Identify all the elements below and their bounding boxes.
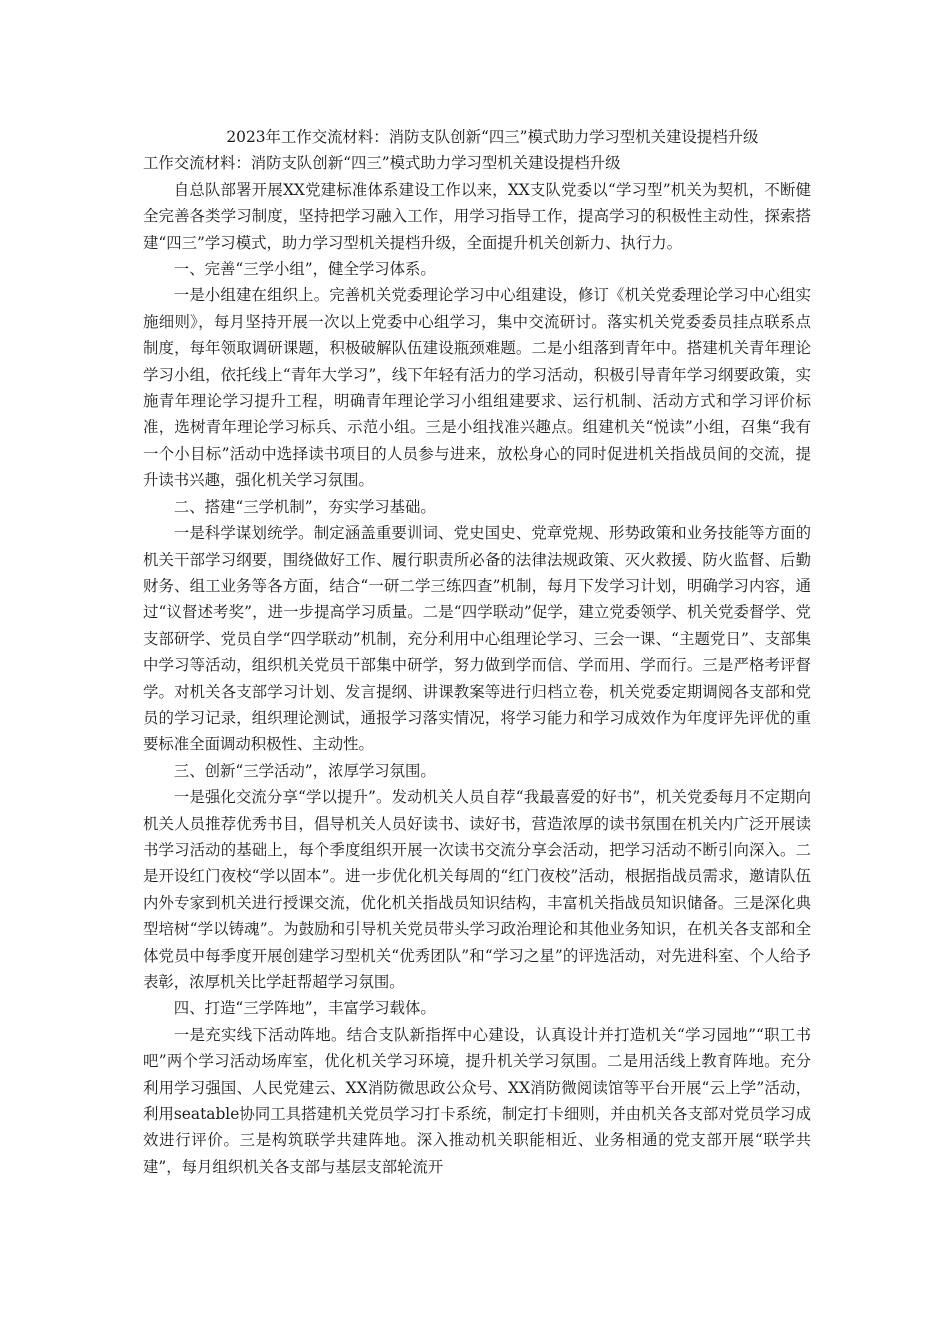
- document-page: [143, 124, 811, 1180]
- section-2-heading: 二、搭建“三学机制”，夯实学习基础。: [173, 497, 436, 516]
- section-4-heading: 四、打造“三学阵地”，丰富学习载体。: [173, 999, 436, 1018]
- section-3-body: 一是强化交流分享“学以提升”。发动机关人员自荐“我最喜爱的好书”，机关党委每月不定期向机关人员推荐优秀书目，倡导机关人员好读书、读好书，营造浓厚的读书氛围在机关内广泛开展读书学习活动的基础上，每个季度组织开展一次读书交流分享会活动，把学习活动不断引向深入。二是开设红门夜校“学以固本”。进一步优化机关每周的“红门夜校”活动，根据指战员需求，邀请队伍内外专家到机关进行授课交流，优化机关指战员知识结构，丰富机关指战员知识储备。三是深化典型培树“学以铸魂”。为鼓励和引导机关党员带头学习政治理论和其他业务知识，在机关各支部和全体党员中每季度开展创建学习型机关“优秀团队”和“学习之星”的评选活动，对先进科室、个人给予表彰，浓厚机关比学赶帮超学习氛围。: [143, 788, 811, 991]
- intro-paragraph: 自总队部署开展XX党建标准体系建设工作以来，XX支队党委以“学习型”机关为契机，不断健全完善各类学习制度，坚持把学习融入工作，用学习指导工作，提高学习的积极性主动性，探索搭建“四三”学习模式，助力学习型机关提档升级，全面提升机关创新力、执行力。: [143, 180, 811, 252]
- section-4-body: 一是充实线下活动阵地。结合支队新指挥中心建设，认真设计并打造机关“学习园地”“职工书吧”两个学习活动场库室，优化机关学习环境，提升机关学习氛围。二是用活线上教育阵地。充分利用学习强国、人民党建云、XX消防微思政公众号、XX消防微阅读馆等平台开展“云上学”活动，利用seatable协同工具搭建机关党员学习打卡系统，制定打卡细则，并由机关各支部对党员学习成效进行评价。三是构筑联学共建阵地。深入推动机关职能相近、业务相通的党支部开展“联学共建”，每月组织机关各支部与基层支部轮流开: [143, 1025, 811, 1176]
- section-1-body: 一是小组建在组织上。完善机关党委理论学习中心组建设，修订《机关党委理论学习中心组实施细则》，每月坚持开展一次以上党委中心组学习，集中交流研讨。落实机关党委委员挂点联系点制度，每年领取调研课题，积极破解队伍建设瓶颈难题。二是小组落到青年中。搭建机关青年理论学习小组，依托线上“青年大学习”，线下年轻有活力的学习活动，积极引导青年学习纲要政策，实施青年理论学习提升工程，明确青年理论学习小组组建要求、运行机制、活动方式和学习评价标准，选树青年理论学习标兵、示范小组。三是小组找准兴趣点。组建机关“悦读”小组，召集“我有一个小目标”活动中选择读书项目的人员参与进来，放松身心的同时促进机关指战员间的交流，提升读书兴趣，强化机关学习氛围。: [143, 286, 811, 490]
- section-1-heading: 一、完善“三学小组”，健全学习体系。: [173, 260, 436, 279]
- document-subtitle: 工作交流材料：消防支队创新“四三”模式助力学习型机关建设提档升级: [143, 154, 621, 173]
- section-2-body: 一是科学谋划统学。制定涵盖重要训词、党史国史、党章党规、形势政策和业务技能等方面的机关干部学习纲要，围绕做好工作、履行职责所必备的法律法规政策、灭火救援、防火监督、后勤财务、组工业务等各方面，结合“一研二学三练四查”机制，每月下发学习计划，明确学习内容，通过“议督述考奖”，进一步提高学习质量。二是“四学联动”促学，建立党委领学、机关党委督学、党支部研学、党员自学“四学联动”机制，充分利用中心组理论学习、三会一课、“主题党日”、支部集中学习等活动，组织机关党员干部集中研学，努力做到学而信、学而用、学而行。三是严格考评督学。对机关各支部学习计划、发言提纲、讲课教案等进行归档立卷，机关党委定期调阅各支部和党员的学习记录，组织理论测试，通报学习落实情况，将学习能力和学习成效作为年度评先评优的重要标准全面调动积极性、主动性。: [143, 524, 811, 754]
- document-title: 2023年工作交流材料：消防支队创新“四三”模式助力学习型机关建设提档升级: [226, 128, 759, 146]
- section-3-heading: 三、创新“三学活动”，浓厚学习氛围。: [173, 761, 436, 780]
